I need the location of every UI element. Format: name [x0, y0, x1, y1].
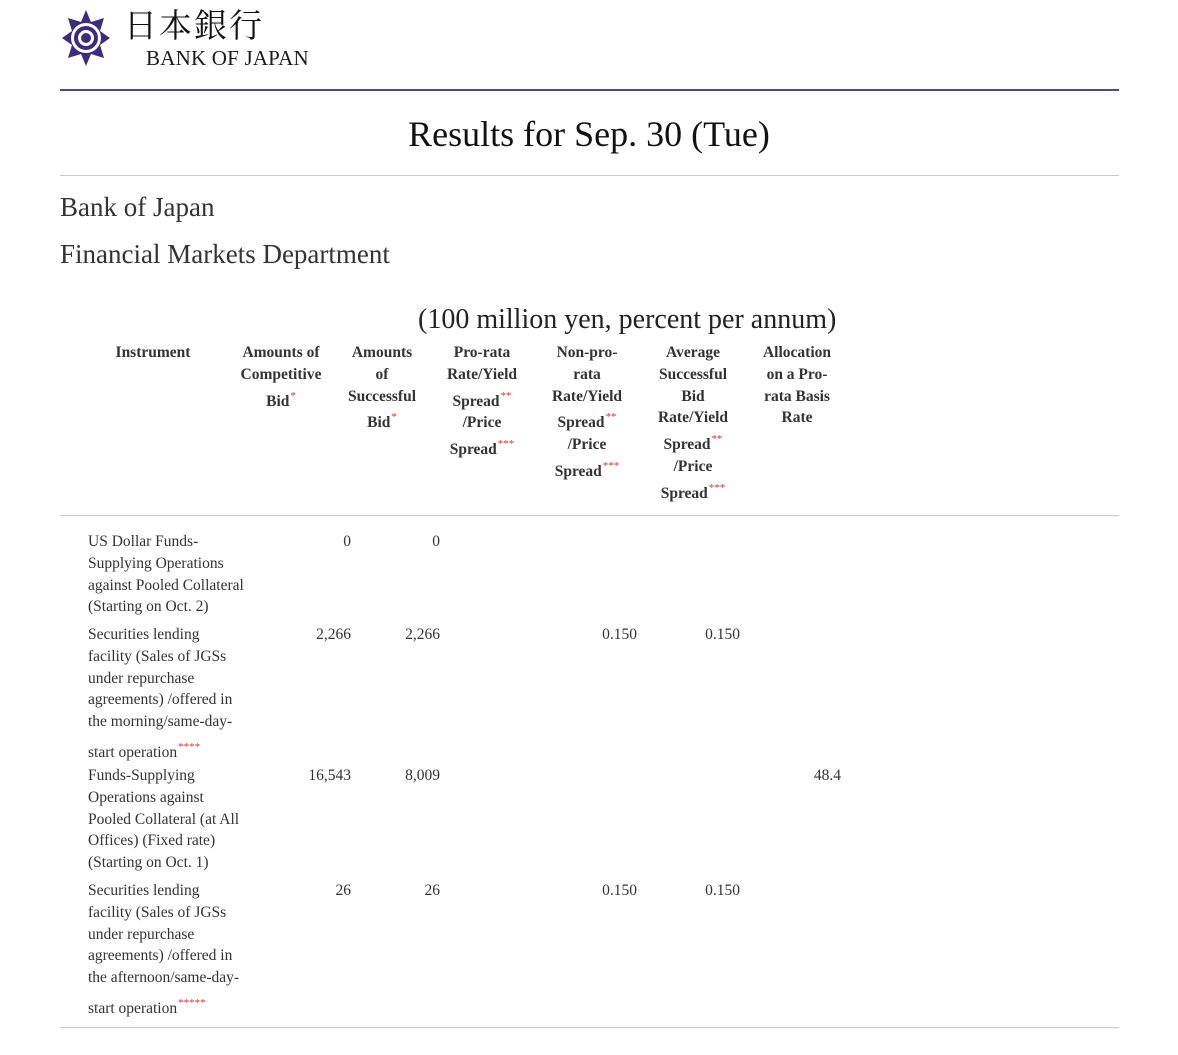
footnote-mark: ***	[602, 459, 620, 472]
header-text: Amounts of	[242, 344, 320, 361]
header-text: Rate/Yield	[446, 365, 518, 383]
col-header-non-pro-rata	[537, 342, 637, 483]
instrument-line: the afternoon/same-day-	[88, 969, 240, 987]
instrument-line: (Starting on Oct. 2)	[88, 598, 209, 616]
competitive-bid-value: 2,266	[316, 626, 351, 643]
competitive-bid-value: 16,543	[308, 767, 351, 784]
header-text: /Price	[673, 457, 713, 475]
footnote-mark: **	[500, 389, 512, 402]
header-text: Spread	[554, 462, 602, 480]
header-text: Bid	[266, 392, 290, 410]
footnote-mark: ***	[708, 481, 726, 494]
col-header-allocation	[748, 342, 846, 429]
header-text: of	[375, 365, 389, 383]
header-text: /Price	[567, 436, 607, 454]
table-bottom-divider	[60, 1027, 1119, 1028]
header-text: Competitive	[240, 365, 322, 383]
header-text: Instrument	[115, 344, 191, 361]
non-pro-rata-value: 0.150	[602, 626, 637, 643]
col-header-instrument	[103, 342, 203, 364]
average-bid-value: 0.150	[705, 626, 740, 643]
header-text: Spread	[452, 392, 500, 410]
header-divider	[60, 89, 1119, 91]
header-text: Amounts	[351, 344, 413, 361]
footnote-mark: ****	[178, 740, 201, 753]
page-title: Results for Sep. 30 (Tue)	[408, 114, 770, 154]
instrument-line: Securities lending	[88, 626, 200, 643]
header-text: Spread	[660, 484, 708, 502]
instrument-line: start operation	[88, 999, 178, 1017]
instrument-line: the morning/same-day-	[88, 713, 233, 731]
footnote-mark: **	[711, 433, 723, 446]
department-name: Financial Markets Department	[60, 239, 390, 269]
successful-bid-value: 0	[432, 533, 440, 550]
header-text: Rate/Yield	[551, 387, 623, 405]
header-text: Pro-rata	[453, 344, 511, 361]
header-text: on a Pro-	[766, 365, 828, 383]
header-text: Bid	[681, 387, 705, 405]
successful-bid-value: 2,266	[405, 626, 440, 643]
header-text: Rate	[781, 409, 813, 427]
header-text: Non-pro-	[556, 344, 618, 361]
instrument-line: agreements) /offered in	[88, 691, 233, 709]
footnote-mark: **	[605, 411, 617, 424]
header-text: /Price	[462, 414, 502, 432]
instrument-cell	[88, 531, 278, 618]
non-pro-rata-value: 0.150	[602, 882, 637, 899]
instrument-cell	[88, 624, 278, 764]
instrument-line: facility (Sales of JGSs	[88, 903, 227, 921]
successful-bid-value: 26	[424, 882, 440, 899]
instrument-line: US Dollar Funds-	[88, 533, 199, 550]
instrument-line: (Starting on Oct. 1)	[88, 854, 209, 872]
header-text: Successful	[658, 365, 728, 383]
boj-emblem-icon	[60, 8, 112, 68]
org-name: Bank of Japan	[60, 192, 215, 222]
instrument-line: under repurchase	[88, 925, 195, 943]
successful-bid-value: 8,009	[405, 767, 440, 784]
instrument-line: Supplying Operations	[88, 554, 224, 572]
allocation-value: 48.4	[813, 767, 841, 784]
header-text: Rate/Yield	[657, 409, 729, 427]
instrument-line: against Pooled Collateral	[88, 576, 244, 594]
instrument-line: under repurchase	[88, 669, 195, 687]
average-bid-value: 0.150	[705, 882, 740, 899]
instrument-cell	[88, 765, 278, 874]
header-text: rata	[573, 365, 601, 383]
instrument-line: Operations against	[88, 788, 204, 806]
instrument-line: agreements) /offered in	[88, 947, 233, 965]
header-text: rata Basis	[764, 387, 830, 405]
competitive-bid-value: 26	[335, 882, 351, 899]
col-header-average-bid	[642, 342, 744, 505]
col-header-pro-rata	[432, 342, 532, 461]
logo-kanji: 日本銀行	[124, 6, 264, 45]
instrument-line: Pooled Collateral (at All	[88, 810, 240, 828]
header-text: Spread	[663, 436, 711, 454]
instrument-line: Funds-Supplying	[88, 767, 195, 784]
header-text: Spread	[557, 414, 605, 432]
header-row-divider	[60, 515, 1119, 516]
instrument-line: facility (Sales of JGSs	[88, 647, 227, 665]
competitive-bid-value: 0	[343, 533, 351, 550]
title-divider	[60, 175, 1119, 176]
footnote-mark: *****	[178, 996, 206, 1009]
units-caption: (100 million yen, percent per annum)	[418, 304, 837, 335]
instrument-line: Securities lending	[88, 882, 200, 899]
header-text: Allocation	[762, 344, 832, 361]
header-text: Bid	[367, 414, 391, 432]
logo-english: BANK OF JAPAN	[146, 46, 309, 70]
col-header-competitive-bid	[227, 342, 335, 412]
instrument-cell	[88, 880, 278, 1020]
instrument-line: Offices) (Fixed rate)	[88, 832, 216, 850]
header-text: Spread	[449, 441, 497, 459]
header-text: Successful	[347, 387, 417, 405]
footnote-mark: *	[290, 389, 296, 402]
boj-logo[interactable]	[58, 6, 328, 70]
footnote-mark: ***	[497, 438, 515, 451]
header-text: Average	[666, 344, 720, 361]
footnote-mark: *	[391, 411, 397, 424]
col-header-successful-bid	[336, 342, 428, 434]
instrument-line: start operation	[88, 743, 178, 761]
